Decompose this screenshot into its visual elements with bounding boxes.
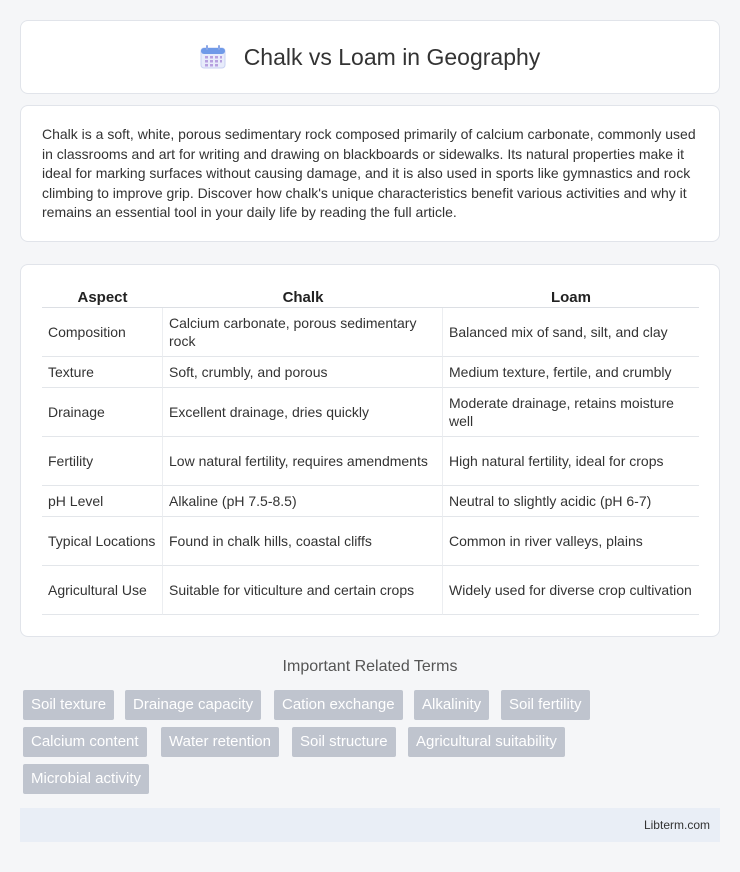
header-card [20, 20, 720, 94]
table-row [42, 357, 699, 388]
cell-loam: Medium texture, fertile, and crumbly [443, 357, 699, 388]
cell-aspect: Agricultural Use [42, 566, 163, 615]
cell-chalk: Found in chalk hills, coastal cliffs [163, 517, 443, 566]
intro-text: Chalk is a soft, white, porous sedimentary rock composed primarily of calcium carbonate, commonly used in classrooms and art for writing and drawing on blackboards or sidewalks. Its natural properties make it ideal for marking surfaces without causing damage, and it is also used in sports like gymnastics and rock climbing to improve grip. Discover how chalk's unique characteristics benefit various activities and why it remains an essential tool in your daily life by reading the full article. [42, 126, 696, 220]
table-row [42, 517, 699, 566]
tag-soil-structure[interactable]: Soil structure [292, 727, 396, 757]
header-loam: Loam [443, 287, 699, 308]
tag-water-retention[interactable]: Water retention [161, 727, 279, 757]
cell-chalk: Excellent drainage, dries quickly [163, 388, 443, 437]
tag-microbial-activity[interactable]: Microbial activity [23, 764, 149, 794]
tag-alkalinity[interactable]: Alkalinity [414, 690, 489, 720]
tag-soil-texture[interactable]: Soil texture [23, 690, 114, 720]
cell-chalk: Low natural fertility, requires amendments [163, 437, 443, 486]
header-inner [200, 44, 541, 71]
cell-aspect: Fertility [42, 437, 163, 486]
table-row [42, 486, 699, 517]
table-row [42, 308, 699, 357]
cell-loam: Common in river valleys, plains [443, 517, 699, 566]
tag-agricultural-suitability[interactable]: Agricultural suitability [408, 727, 565, 757]
tag-soil-fertility[interactable]: Soil fertility [501, 690, 590, 720]
cell-loam: Widely used for diverse crop cultivation [443, 566, 699, 615]
cell-aspect: Typical Locations [42, 517, 163, 566]
cell-aspect: Drainage [42, 388, 163, 437]
calendar-icon [200, 45, 226, 69]
cell-loam: Neutral to slightly acidic (pH 6-7) [443, 486, 699, 517]
tag-drainage-capacity[interactable]: Drainage capacity [125, 690, 261, 720]
comparison-table [42, 287, 699, 615]
cell-chalk: Suitable for viticulture and certain crops [163, 566, 443, 615]
table-row [42, 388, 699, 437]
table-row [42, 566, 699, 615]
header-aspect: Aspect [42, 287, 163, 308]
cell-loam: High natural fertility, ideal for crops [443, 437, 699, 486]
comparison-table-card [20, 264, 720, 637]
footer-site-link[interactable]: Libterm.com [643, 818, 710, 832]
cell-loam: Balanced mix of sand, silt, and clay [443, 308, 699, 357]
header-chalk: Chalk [163, 287, 443, 308]
cell-chalk: Soft, crumbly, and porous [163, 357, 443, 388]
related-terms-title: Important Related Terms [282, 658, 458, 675]
cell-aspect: Composition [42, 308, 163, 357]
table-row [42, 437, 699, 486]
cell-aspect: Texture [42, 357, 163, 388]
cell-loam: Moderate drainage, retains moisture well [443, 388, 699, 437]
page-title: Chalk vs Loam in Geography [243, 43, 541, 70]
footer [20, 808, 720, 842]
cell-chalk: Calcium carbonate, porous sedimentary rock [163, 308, 443, 357]
tag-cation-exchange[interactable]: Cation exchange [274, 690, 403, 720]
cell-aspect: pH Level [42, 486, 163, 517]
cell-chalk: Alkaline (pH 7.5-8.5) [163, 486, 443, 517]
tag-calcium-content[interactable]: Calcium content [23, 727, 147, 757]
table-header-row [42, 287, 699, 308]
intro-card [20, 105, 720, 242]
